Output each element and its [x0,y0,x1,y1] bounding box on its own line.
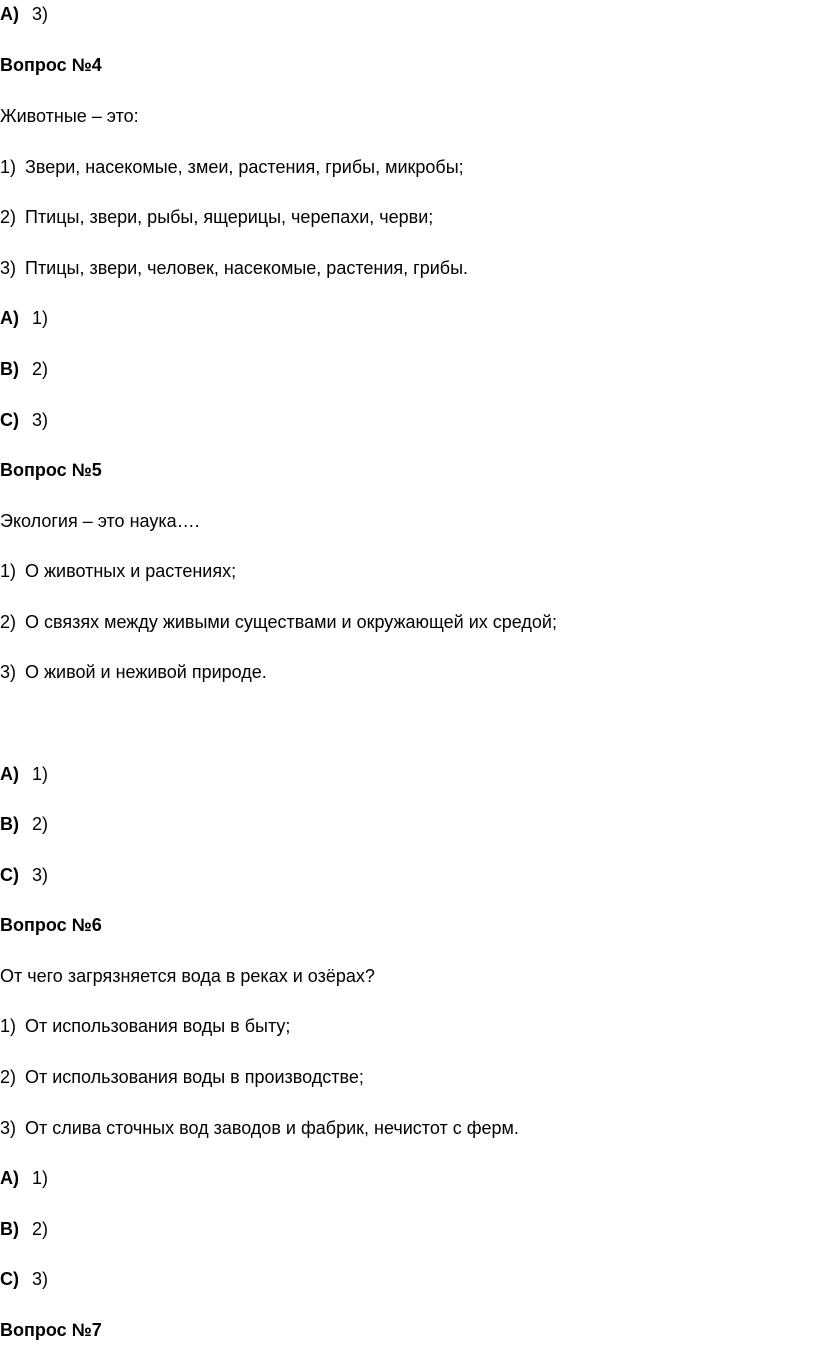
answer-letter: А) [0,4,19,24]
question-4-answer-c [0,408,48,432]
answer-value: 3) [32,410,49,430]
question-4-option-1 [0,155,464,179]
question-4-option-2 [0,205,433,229]
answer-value: 1) [32,1168,49,1188]
question-5-option-1 [0,559,236,583]
option-number: 2) [0,207,17,227]
answer-letter: А) [0,308,19,328]
answer-value: 3) [32,1269,49,1289]
answer-value: 1) [32,764,49,784]
option-text: О живой и неживой природе. [25,662,267,682]
answer-value: 2) [32,1219,49,1239]
question-5-answer-a [0,762,48,786]
question-heading-7: Вопрос №7 [0,1320,102,1340]
option-text: О связях между живыми существами и окружающей их средой; [25,612,557,632]
question-heading-5: Вопрос №5 [0,460,102,480]
question-text-4: Животные – это: [0,106,139,126]
answer-letter: B) [0,359,19,379]
option-text: От использования воды в производстве; [25,1067,364,1087]
option-number: 2) [0,612,17,632]
option-number: 3) [0,1118,17,1138]
answer-letter: C) [0,1269,19,1289]
question-4-answer-b [0,357,48,381]
question-4-answer-a [0,306,48,330]
option-text: Птицы, звери, рыбы, ящерицы, черепахи, черви; [25,207,434,227]
question-heading-4: Вопрос №4 [0,55,102,75]
question-6-option-3 [0,1116,519,1140]
answer-letter: C) [0,865,19,885]
option-number: 1) [0,561,17,581]
answer-letter: B) [0,1219,19,1239]
answer-letter: C) [0,410,19,430]
answer-letter: А) [0,1168,19,1188]
option-number: 3) [0,662,17,682]
question-5-option-3 [0,660,267,684]
answer-value: 3) [32,4,49,24]
answer-value: 1) [32,308,49,328]
question-5-answer-b [0,812,48,836]
option-text: Птицы, звери, человек, насекомые, растения, грибы. [25,258,469,278]
option-number: 1) [0,157,17,177]
answer-value: 2) [32,814,49,834]
question-6-option-1 [0,1014,290,1038]
answer-line-top [0,2,48,26]
question-5-option-2 [0,610,557,634]
answer-value: 2) [32,359,49,379]
question-6-option-2 [0,1065,364,1089]
option-number: 2) [0,1067,17,1087]
option-text: От слива сточных вод заводов и фабрик, нечистот с ферм. [25,1118,519,1138]
question-6-answer-a [0,1166,48,1190]
option-text: От использования воды в быту; [25,1016,291,1036]
option-text: О животных и растениях; [25,561,237,581]
question-4-option-3 [0,256,468,280]
option-number: 1) [0,1016,17,1036]
question-text-6: От чего загрязняется вода в реках и озёрах? [0,966,375,986]
answer-letter: B) [0,814,19,834]
question-6-answer-c [0,1267,48,1291]
option-number: 3) [0,258,17,278]
question-heading-6: Вопрос №6 [0,915,102,935]
answer-letter: А) [0,764,19,784]
answer-value: 3) [32,865,49,885]
option-text: Звери, насекомые, змеи, растения, грибы, микробы; [25,157,464,177]
question-5-answer-c [0,863,48,887]
question-text-5: Экология – это наука…. [0,511,200,531]
question-6-answer-b [0,1217,48,1241]
